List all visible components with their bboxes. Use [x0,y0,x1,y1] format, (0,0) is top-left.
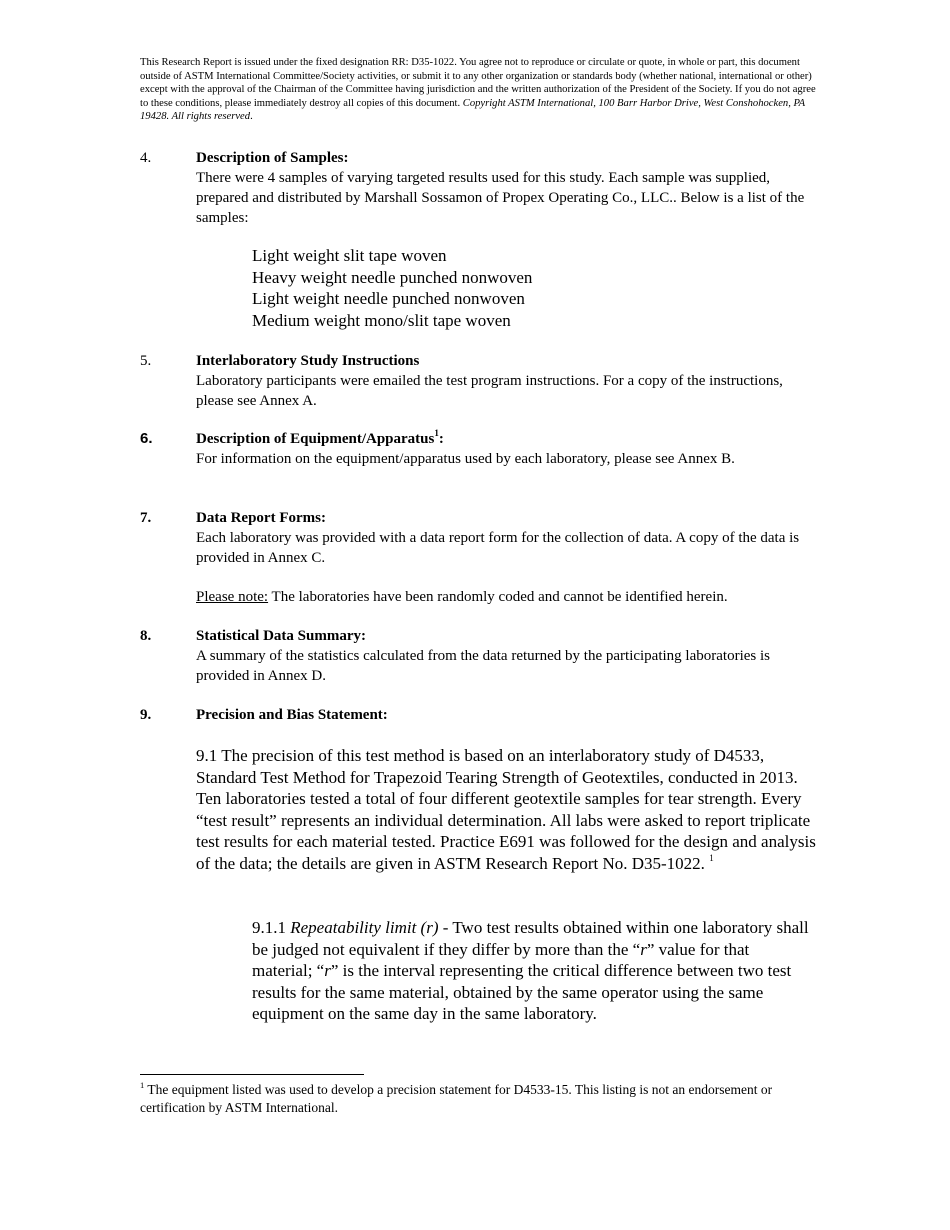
footnote-ref: 1 [709,853,714,864]
section-4 [196,148,816,228]
repeatability-text-b: ” value for that material; “ [252,939,750,981]
section-5-body: Laboratory participants were emailed the test program instructions. For a copy of the instructions, please see Annex A. [196,373,783,409]
footnote-ref: 1 [434,428,439,438]
section-5 [196,351,816,411]
section-8-title: Statistical Data Summary: [196,628,366,644]
section-8 [196,626,816,686]
section-9-title: Precision and Bias Statement: [196,707,388,723]
r-symbol: r [640,939,647,959]
sample-list [252,245,532,331]
sample-item: Heavy weight needle punched nonwoven [252,267,533,287]
section-6-title-end: : [438,431,444,447]
section-8-number: 8. [140,628,152,644]
section-7-number: 7. [140,510,152,526]
repeatability-text-c: ” is the interval representing the critical difference between two test results for the same material, obtained by the same operator using the same equipment on the same day in the same laboratory. [252,961,792,1024]
section-9 [196,705,816,725]
section-4-number: 4. [140,150,152,166]
copyright-notice [140,56,820,124]
r-symbol: r [324,961,331,981]
notice-text: This Research Report is issued under the fixed designation RR: D35-1022. You agree not to reproduce or circulate or quote, in whole or part, this document outside of ASTM International Committee/Society activities, or submit it to any other organization or standards body (whether national, international or other) except with the approval of the Chairman of the Committee having jurisdiction and the written authorization of the President of the Society. If you do not agree to these conditions, please immediately destroy all copies of this document. [140,57,816,109]
section-7 [196,508,816,607]
note-label: Please note: [196,589,269,605]
section-4-body: There were 4 samples of varying targeted results used for this study. Each sample was supplied, prepared and distributed by Marshall Sossamon of Propex Operating Co., LLC.. Below is a list of the samples: [196,170,805,226]
section-5-title: Interlaboratory Study Instructions [196,353,420,369]
section-8-body: A summary of the statistics calculated from the data returned by the participating laboratories is provided in Annex D. [196,648,770,684]
repeatability-term: Repeatability limit (r) - [290,918,449,937]
repeatability-text-a: Two test results obtained within one laboratory shall be judged not equivalent if they differ by more than the “ [252,918,809,959]
sample-item: Medium weight mono/slit tape woven [252,310,511,330]
footnote-marker: 1 [140,1079,145,1090]
footnote-text: The equipment listed was used to develop a precision statement for D4533-15. This listing is not an endorsement or certification by ASTM International. [140,1082,773,1115]
section-6-title-text: Description of Equipment/Apparatus [196,431,435,447]
sample-item: Light weight slit tape woven [252,246,447,265]
section-7-title: Data Report Forms: [196,510,326,526]
precision-paragraph [196,745,821,875]
repeatability-num: 9.1.1 [252,918,291,937]
section-6-title [196,429,816,449]
sample-item: Light weight needle punched nonwoven [252,289,525,309]
section-4-title: Description of Samples: [196,150,349,166]
footnote-separator [140,1074,364,1075]
section-5-number: 5. [140,353,152,369]
footnote [140,1081,800,1117]
section-6 [196,429,816,469]
copyright-line: Copyright ASTM International, 100 Barr Harbor Drive, West Conshohocken, PA 19428. All rights reserved [140,97,805,122]
copyright-end: . [250,111,253,122]
repeatability-paragraph [252,917,812,1025]
section-7-body: Each laboratory was provided with a data report form for the collection of data. A copy of the data is provided in Annex C. [196,530,800,566]
section-7-note [196,587,816,607]
section-6-body: For information on the equipment/apparatus used by each laboratory, please see Annex B. [196,451,735,467]
precision-text: 9.1 The precision of this test method is based on an interlaboratory study of D4533, Standard Test Method for Trapezoid Tearing Strength of Geotextiles, conducted in 2013. Ten laboratories tested a total of four different geotextile samples for tear strength. Every “test result” represents an individual determination. All labs were asked to report triplicate test results for each material tested. Practice E691 was followed for the design and analysis of the data; the details are given in ASTM Research Report No. D35-1022. [196,746,816,873]
section-6-number: 6. [140,430,153,447]
section-9-number: 9. [140,707,152,723]
note-text: The laboratories have been randomly coded and cannot be identified herein. [268,589,728,605]
